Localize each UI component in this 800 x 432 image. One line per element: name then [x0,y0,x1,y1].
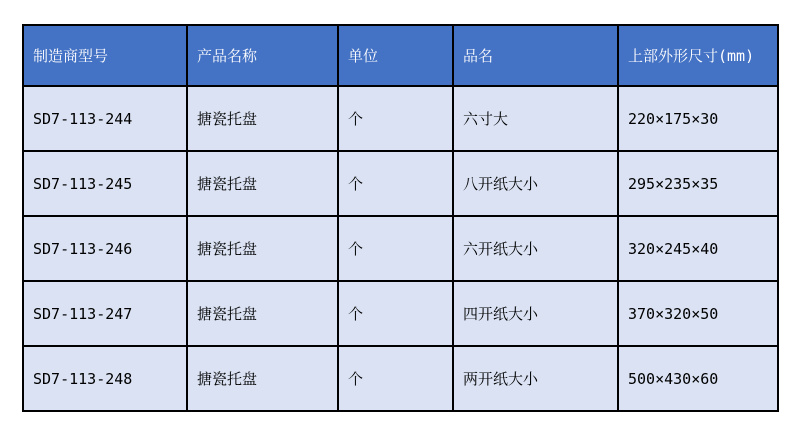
product-spec-table [22,24,779,412]
cell-item-name: 六开纸大小 [453,216,618,281]
header-cell-product-name: 产品名称 [187,25,338,86]
cell-item-name: 四开纸大小 [453,281,618,346]
table-row [23,281,778,346]
cell-upper-dimensions: 370×320×50 [618,281,778,346]
cell-manufacturer-model: SD7-113-245 [23,151,187,216]
cell-upper-dimensions: 320×245×40 [618,216,778,281]
header-cell-manufacturer-model: 制造商型号 [23,25,187,86]
header-cell-item-name: 品名 [453,25,618,86]
cell-upper-dimensions: 220×175×30 [618,86,778,151]
header-cell-unit: 单位 [338,25,453,86]
cell-upper-dimensions: 295×235×35 [618,151,778,216]
table-row [23,216,778,281]
cell-upper-dimensions: 500×430×60 [618,346,778,411]
cell-product-name: 搪瓷托盘 [187,281,338,346]
header-row [23,25,778,86]
cell-unit: 个 [338,216,453,281]
table-row [23,86,778,151]
table-row [23,346,778,411]
cell-unit: 个 [338,86,453,151]
cell-item-name: 八开纸大小 [453,151,618,216]
cell-manufacturer-model: SD7-113-248 [23,346,187,411]
cell-manufacturer-model: SD7-113-247 [23,281,187,346]
cell-product-name: 搪瓷托盘 [187,216,338,281]
cell-manufacturer-model: SD7-113-246 [23,216,187,281]
cell-unit: 个 [338,281,453,346]
cell-product-name: 搪瓷托盘 [187,346,338,411]
cell-unit: 个 [338,346,453,411]
cell-item-name: 六寸大 [453,86,618,151]
cell-manufacturer-model: SD7-113-244 [23,86,187,151]
header-cell-upper-dimensions: 上部外形尺寸(mm) [618,25,778,86]
cell-product-name: 搪瓷托盘 [187,86,338,151]
table-row [23,151,778,216]
cell-unit: 个 [338,151,453,216]
cell-product-name: 搪瓷托盘 [187,151,338,216]
cell-item-name: 两开纸大小 [453,346,618,411]
